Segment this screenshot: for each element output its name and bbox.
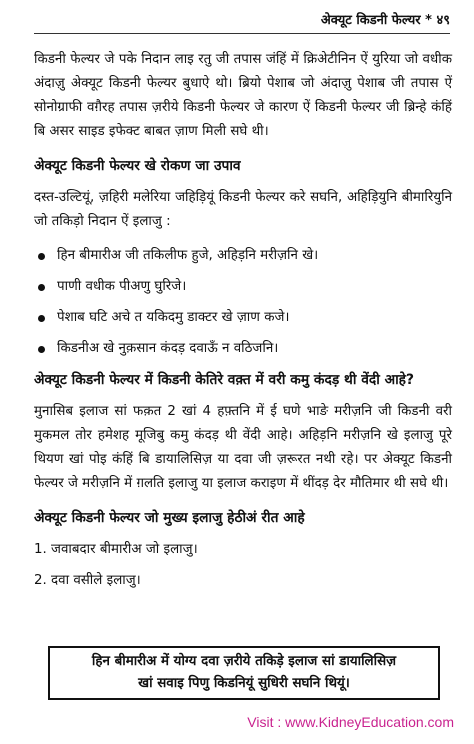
section-heading-recovery: अेक्यूट किडनी फेल्यर में किडनी केतिरे वक़्त में वरी कमु कंदड़ थी वेंदी आहे? bbox=[34, 372, 415, 388]
list-item: 1. जवाबदार बीमारीअ जो इलाजु। bbox=[34, 542, 198, 557]
list-item bbox=[34, 306, 452, 330]
running-header-title: अेक्यूट किडनी फेल्यर * ४९ bbox=[320, 13, 450, 28]
section-heading-treatment: अेक्यूट किडनी फेल्यर जो मुख्य इलाजु हेठीअं रीत आहे bbox=[34, 510, 305, 526]
bullet-icon bbox=[38, 253, 45, 260]
recovery-paragraph: मुनासिब इलाज सां फक़त 2 खां 4 हफ़्तनि में ई घणे भाङे मरीज़नि जी किडनी वरी मुकमल तोर हमेशह मूजिबु कमु कंदड़ थी वेंदी आहे। अहिड़नि मरीज़नि खे इलाजु पूरे थियण खां पोइ कंहिं बि डायालिसिज़ या दवा जी ज़रूरत नथी रहे। पर अेक्यूट किडनी फेल्यर जे मरीज़नि में ग़लति इलाजु या इलाज कराइण में थींदड़ देर मौतिमार थी सघे थी। bbox=[34, 404, 452, 491]
running-header bbox=[34, 8, 450, 30]
list-item bbox=[34, 244, 452, 268]
bullet-icon bbox=[38, 284, 45, 291]
callout-line-1: हिन बीमारीअ में योग्य दवा ज़रीये तकिड़े इलाज सां डायालिसिज़ bbox=[91, 654, 397, 669]
bullet-icon bbox=[38, 346, 45, 353]
prevention-paragraph: दस्त-उल्टियूं, ज़हिरी मलेरिया जहिड़ियूं किडनी फेल्यर करे सघनि, अहिड़ियुनि बीमारियुनि जो तकिड़ो निदान ऐं इलाजु : bbox=[34, 190, 452, 229]
prevention-list bbox=[34, 244, 452, 361]
header-divider bbox=[34, 33, 450, 34]
list-item bbox=[34, 275, 452, 299]
list-item-text: पाणी वधीक पीअणु घुरिजे। bbox=[57, 279, 187, 294]
list-item-text: हिन बीमारीअ जी तकिलीफ हुजे, अहिड़नि मरीज़नि खे। bbox=[57, 248, 319, 263]
body-content bbox=[34, 48, 452, 600]
callout-box bbox=[48, 646, 440, 700]
list-item-text: पेशाब घटि अचे त यकिदमु डाक्टर खे ज़ाण कजे। bbox=[57, 310, 290, 325]
footer-visit-link[interactable]: Visit : www.KidneyEducation.com bbox=[247, 714, 454, 730]
list-item bbox=[34, 337, 452, 361]
treatment-list bbox=[34, 538, 452, 593]
bullet-icon bbox=[38, 315, 45, 322]
callout-line-2: खां सवाइ पिणु किडनियूं सुधिरी सघनि थियूं। bbox=[138, 676, 350, 691]
intro-paragraph: किडनी फेल्यर जे पके निदान लाइ रतु जी तपास जंहिं में क्रिअेटीनिन ऐं युरिया जो वधीक अंदाज़ु अेक्यूट किडनी फेल्यर बुधाऐ थो। ब्रियो पेशाब जो अंदाज़ु पेशाब जी तपास ऐं सोनोग्राफी वग़ैरह तपास ज़रीये किडनी फेल्यर जे कारण ऐं किडनी फेल्यर जी ब्रिन्हे कंहिं बि असर साइड इफेक्ट बाबत ज़ाण मिली सघे थी। bbox=[34, 52, 452, 139]
section-heading-prevention: अेक्यूट किडनी फेल्यर खे रोकण जा उपाव bbox=[34, 158, 241, 174]
list-item-text: किडनीअ खे नुक़सान कंदड़ दवाऊँ न वठिजनि। bbox=[57, 341, 279, 356]
list-item: 2. दवा वसीले इलाजु। bbox=[34, 573, 141, 588]
